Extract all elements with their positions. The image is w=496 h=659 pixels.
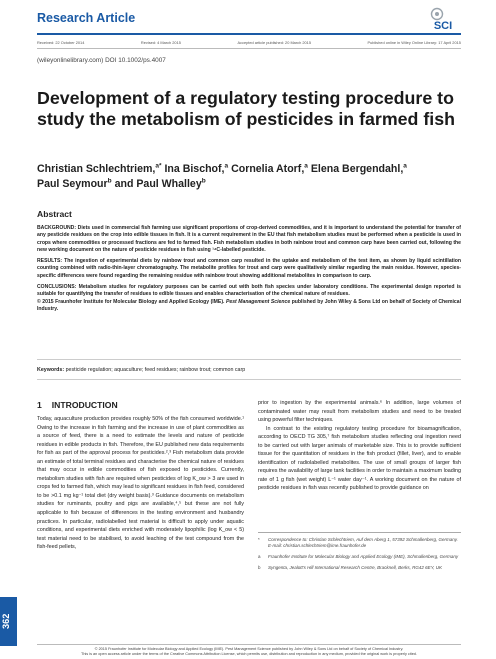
footnote	[258, 565, 461, 571]
sci-logo-icon	[423, 7, 463, 33]
footnote-text: Fraunhofer Institute for Molecular Biology and Applied Ecology (IME), Schmallenberg, Germany	[268, 554, 459, 560]
abstract-conclusions	[37, 284, 461, 313]
footnote-mark: b	[258, 565, 261, 571]
paragraph: In contrast to the existing regulatory testing procedure for bioamagnification, according to OECD TG 305,⁷ fish metabolism studies reflecting oral ingestion need to be carried out with larger animals of marketable size. This is to provide sufficient tissue for the quantitation of residues in the fish product (fillet, liver), and to enable identification of radiolabelled metabolites. The use of small groups of larger fish requires the availability of large tank facilities in order to maintain a maximum loading rate of 1 g fish (wet weight) L⁻¹ water day⁻¹. A working document on the nature of pesticide residues in fish was recently published to provide guidance on	[258, 425, 461, 492]
received-date: Received: 22 October 2014	[37, 40, 85, 45]
footnote-mark: a	[258, 554, 261, 560]
author-list	[37, 162, 461, 191]
article-type: Research Article	[37, 11, 136, 25]
section-number: 1	[37, 400, 42, 410]
keywords	[37, 367, 461, 373]
abstract-body	[37, 225, 461, 317]
author-affiliation-mark: a	[403, 162, 407, 170]
author-name: and Paul Whalley	[114, 177, 202, 190]
author-name: Elena Bergendahl,	[310, 163, 404, 175]
accepted-date: Accepted article published: 20 March 2015	[237, 40, 311, 45]
keywords-label: Keywords:	[37, 367, 65, 373]
page-number: 362	[1, 613, 11, 630]
conclusions-text: Metabolism studies for regulatory purposes can be carried out with both fish species under laboratory conditions. The experimental design reported is suitable for quantifying the transfer of residues to edible tissues and enables characterisation of the chemical nature of residues.	[37, 284, 461, 298]
paragraph: prior to ingestion by the experimental animals.⁶ In addition, large volumes of contaminated water may result from metabolism studies and need to be treated using powerful filter techniques.	[258, 400, 461, 424]
author-name: Paul Seymour	[37, 177, 108, 190]
author-affiliation-mark: a*	[155, 162, 162, 170]
abstract-copyright: © 2015 Fraunhofer Institute for Molecular Biology and Applied Ecology (IME).	[37, 298, 226, 305]
abstract-heading: Abstract	[37, 209, 72, 219]
body-column-right	[258, 399, 461, 493]
author-name: Ina Bischof,	[164, 163, 225, 175]
footer-copyright-line1: © 2015 Fraunhofer Institute for Molecular Biology and Applied Ecology (IME). Pest Management Science published by John Wiley & Sons Ltd on behalf of Society of Chemical Industry.	[94, 647, 404, 651]
footnote	[258, 537, 461, 549]
revised-date: Revised: 4 March 2015	[140, 40, 181, 45]
body-column-left	[37, 400, 244, 552]
paragraph: Today, aquaculture production provides roughly 50% of the fish consumed worldwide.¹ Owing to the increase in fish farming and the increase in use of plant commodities as a source of feed, there is a need to estimate the levels and nature of pesticide residues in edible products in fish. Therefore, the EU published new data requirements for fish as part of the approval process for pesticides.²,³ Fish metabolism data provide an estimate of total terminal residues and characterise the chemical nature of residues that may occur in edible commodities of fish exposed to pesticides. Currently, metabolism studies with fish are required when pesticides of log K_ow > 3 are used in crops fed to farmed fish, which may lead to significant residues in fish feed, considered to be >0.1 mg kg⁻¹ total diet (dry weight basis).³ Guidance documents on metabolism studies for ruminants, poultry and pigs are available,⁴,⁵ but these are not fully applicable to fish because of differences in the testing environment and husbandry practices. In particular, radiolabelled test material is difficult to apply under aquatic conditions, and experimental diets enriched with moderately lipophilic (log K_ow < 5) test material need to be stabilised, to avoid leaching of the test compound from the fish-feed pellets,	[37, 416, 244, 551]
author-affiliation-mark: b	[107, 176, 112, 184]
journal-name: Pest Management Science	[225, 298, 291, 305]
background-text: Diets used in commercial fish farming use significant proportions of crop-derived commodities, and it is important to understand the potential for transfer of any pesticide residues on the crop into edible tissues in fish. It is a current requirement in the EU that fish metabolism studies must be performed when a pesticide is used in crops where commodities or processed fractions are fed to farmed fish. Fish metabolism studies in both rainbow trout and common carp have been carried out, following the new working document on the nature of pesticide residues in fish using ¹⁴C-labelled pesticide.	[37, 225, 461, 253]
footer-copyright	[37, 647, 461, 658]
article-title: Development of a regulatory testing procedure to study the metabolism of pesticides in farmed fish	[37, 88, 455, 129]
introduction-text-left	[37, 415, 244, 552]
abstract-background	[37, 225, 461, 254]
author-affiliation-mark: a	[304, 162, 308, 170]
conclusions-label: CONCLUSIONS:	[37, 284, 77, 291]
footnote	[258, 554, 461, 560]
background-label: BACKGROUND:	[37, 225, 77, 231]
keywords-rule	[37, 379, 461, 380]
published-date: Published online in Wiley Online Library: 17 April 2015	[367, 40, 461, 45]
dates-rule	[37, 48, 461, 49]
abstract-results	[37, 258, 461, 280]
article-dates	[37, 40, 461, 45]
footnote-mark: *	[258, 537, 260, 542]
keywords-text: pesticide regulation; aquaculture; feed residues; rainbow trout; common carp	[64, 367, 246, 373]
footnote-text: Correspondence to: Christian Schlechtriem, Auf dem Aberg 1, 57392 Schmallenberg, Germany. E-mail: christian.schlechtriem@ime.fraunhofer.de	[268, 537, 458, 549]
footnotes	[258, 537, 461, 576]
section-title: INTRODUCTION	[51, 400, 118, 410]
footnote-text: Syngenta, Jealott's Hill International Research Centre, Bracknell, Berks, RG42 6EY, UK	[268, 565, 443, 571]
results-text: The ingestion of experimental diets by rainbow trout and common carp resulted in the uptake and metabolism of the test item, as shown by liquid scintillation counting combined with radio-thin-layer chromatography. The metabolite profiles for trout and carp were qualitatively similar regarding the main residue. However, species-specific differences were found regarding the remaining residue with rainbow trout showing additional metabolites in comparison to carp.	[37, 258, 461, 279]
section-heading-introduction	[37, 400, 244, 410]
abstract-rule	[37, 359, 461, 360]
author-name: Cornelia Atorf,	[231, 163, 305, 175]
footer-license-line: This is an open access article under the terms of the Creative Commons Attribution License, which permits use, distribution and reproduction in any medium, provided the original work is properly cited.	[81, 652, 417, 657]
header-rule	[37, 33, 461, 35]
author-affiliation-mark: a	[224, 162, 229, 170]
results-label: RESULTS:	[37, 258, 63, 265]
doi-line[interactable]: (wileyonlinelibrary.com) DOI 10.1002/ps.4007	[37, 57, 166, 64]
introduction-text-right	[258, 399, 461, 493]
author-name: Christian Schlechtriem,	[37, 163, 156, 175]
sci-logo-text: SCI	[433, 20, 453, 32]
footer-rule	[37, 644, 461, 645]
footnote-rule	[258, 532, 461, 533]
abstract-copyright-tail: published by John Wiley & Sons Ltd on behalf of Society of Chemical Industry.	[37, 298, 462, 312]
author-affiliation-mark: b	[201, 176, 206, 184]
